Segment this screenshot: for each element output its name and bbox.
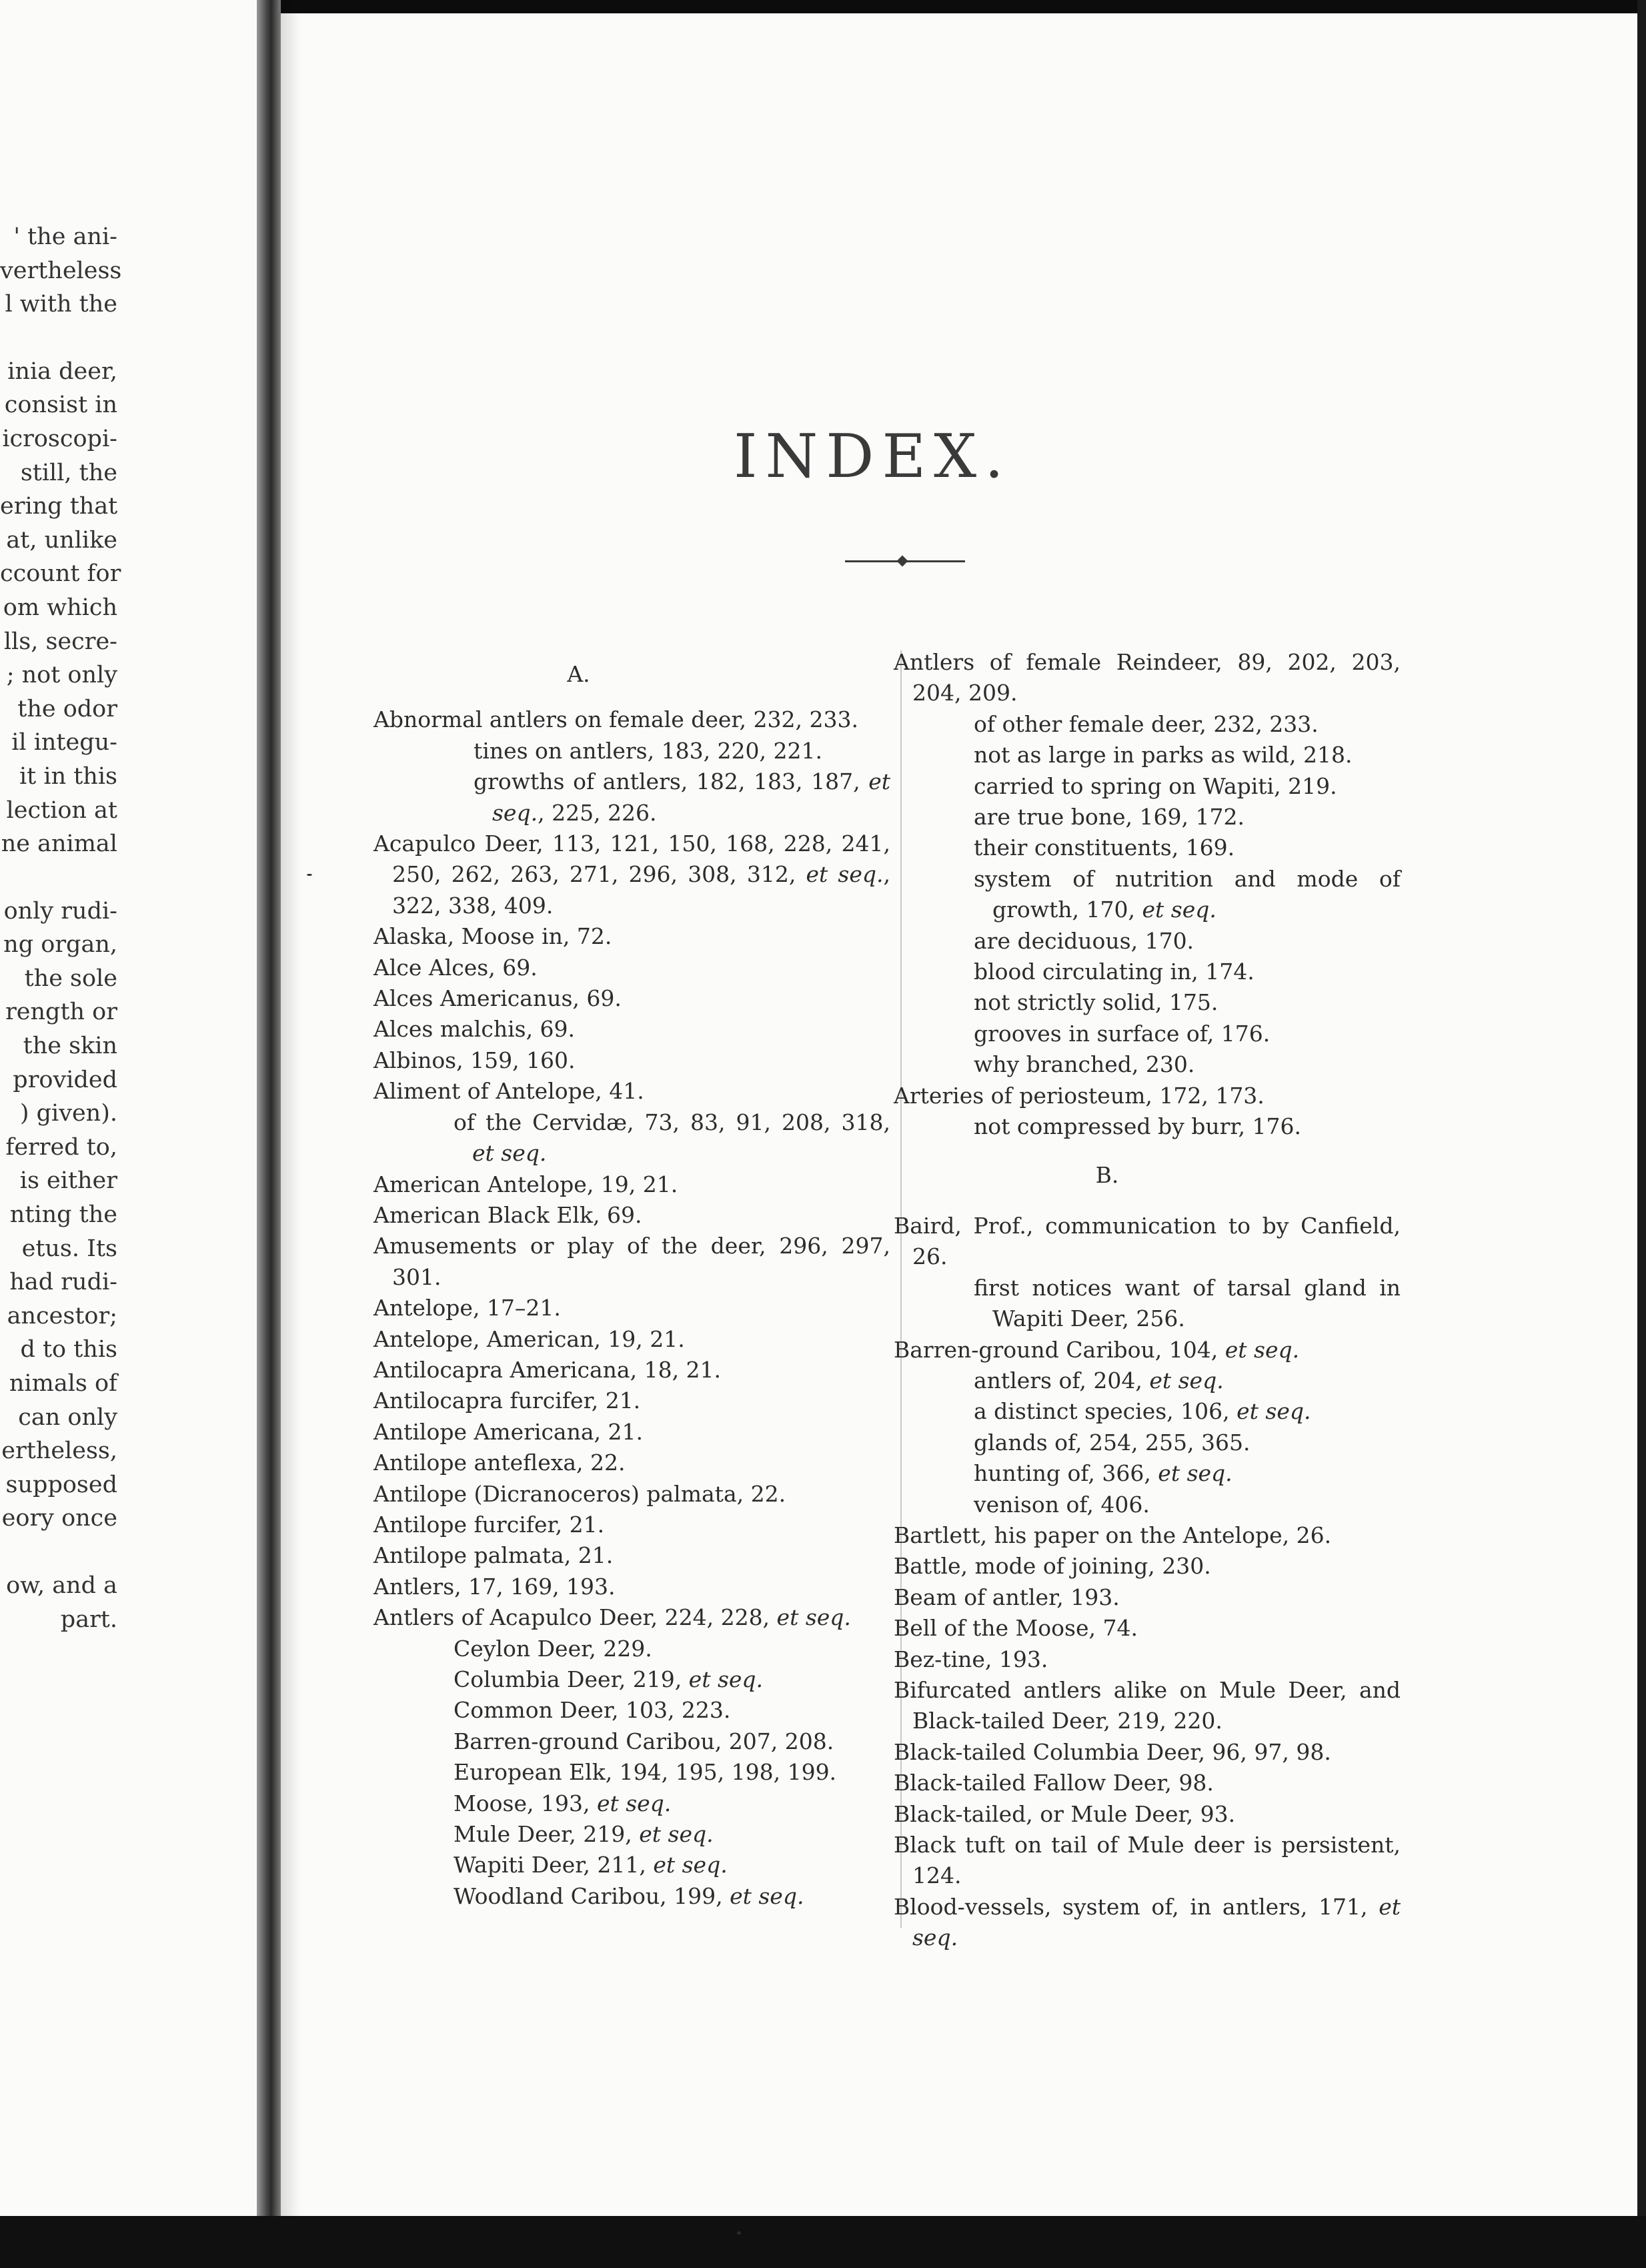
index-entry: Bez-tine, 193. bbox=[894, 1646, 1048, 1672]
index-entry: Barren-ground Caribou, 207, 208. bbox=[454, 1728, 834, 1754]
index-entry: of other female deer, 232, 233. bbox=[974, 710, 1319, 737]
fragment-line: it in this bbox=[19, 762, 117, 790]
fragment-gap bbox=[0, 1536, 117, 1569]
scan-top-border bbox=[267, 0, 1646, 13]
index-entry: Barren-ground Caribou, 104, et seq. bbox=[894, 1336, 1300, 1363]
index-entry: Antilope (Dicranoceros) palmata, 22. bbox=[373, 1480, 786, 1507]
title-ornament bbox=[897, 556, 908, 567]
fragment-line: ) given). bbox=[19, 1100, 117, 1127]
index-entry: not as large in parks as wild, 218. bbox=[974, 742, 1353, 768]
index-entry: grooves in surface of, 176. bbox=[974, 1020, 1271, 1047]
fragment-line: ccount for bbox=[0, 560, 121, 588]
fragment-line: ng organ, bbox=[3, 931, 117, 959]
index-entry: American Antelope, 19, 21. bbox=[373, 1171, 678, 1197]
fragment-line: il integu- bbox=[11, 729, 117, 756]
index-entry: Wapiti Deer, 211, et seq. bbox=[454, 1852, 728, 1878]
fragment-line: can only bbox=[18, 1403, 117, 1431]
fragment-line: lection at bbox=[6, 796, 117, 824]
index-entry: a distinct species, 106, et seq. bbox=[974, 1398, 1311, 1425]
index-entry: Black-tailed Fallow Deer, 98. bbox=[894, 1770, 1214, 1796]
fragment-line: ancestor; bbox=[7, 1302, 117, 1329]
index-entry: Arteries of periosteum, 172, 173. bbox=[894, 1082, 1265, 1109]
page-title: INDEX. bbox=[734, 422, 1012, 492]
index-entry: Alces malchis, 69. bbox=[373, 1016, 576, 1043]
index-column-right bbox=[894, 647, 1401, 1954]
index-entry: Antelope, 17–21. bbox=[373, 1295, 561, 1321]
index-entry: Battle, mode of joining, 230. bbox=[894, 1553, 1211, 1580]
fragment-line: ne animal bbox=[1, 830, 117, 858]
index-entry: blood circulating in, 174. bbox=[974, 959, 1255, 985]
index-entry: Antilope anteflexa, 22. bbox=[373, 1450, 626, 1476]
index-entry: Aliment of Antelope, 41. bbox=[373, 1078, 644, 1105]
fragment-line: ow, and a bbox=[6, 1572, 117, 1599]
fragment-line: the skin bbox=[23, 1033, 117, 1060]
fragment-line: provided bbox=[13, 1066, 117, 1093]
fragment-line: still, the bbox=[20, 459, 117, 486]
index-entry: hunting of, 366, et seq. bbox=[974, 1460, 1232, 1487]
index-entry: Bartlett, his paper on the Antelope, 26. bbox=[894, 1522, 1332, 1548]
fragment-line: inia deer, bbox=[7, 358, 117, 385]
index-entry: Antilope palmata, 21. bbox=[373, 1542, 614, 1569]
index-entries-a-continued bbox=[894, 647, 1401, 1143]
fragment-line: the odor bbox=[17, 695, 117, 722]
index-entry: are deciduous, 170. bbox=[974, 927, 1194, 954]
scan-speck bbox=[737, 2231, 741, 2235]
index-entry: of the Cervidæ, 73, 83, 91, 208, 318, et seq. bbox=[454, 1109, 890, 1167]
index-entry: carried to spring on Wapiti, 219. bbox=[974, 772, 1337, 799]
index-entry: Woodland Caribou, 199, et seq. bbox=[454, 1882, 804, 1909]
index-entry: their constituents, 169. bbox=[974, 834, 1235, 861]
index-entry: American Black Elk, 69. bbox=[373, 1201, 642, 1228]
fragment-line: nimals of bbox=[9, 1370, 117, 1397]
index-entry: antlers of, 204, et seq. bbox=[974, 1367, 1224, 1393]
index-entry: Columbia Deer, 219, et seq. bbox=[454, 1666, 764, 1692]
fragment-line: supposed bbox=[5, 1471, 117, 1498]
gutter-shadow bbox=[281, 0, 301, 2221]
index-entry: Alces Americanus, 69. bbox=[373, 985, 622, 1012]
index-entry: Black-tailed Columbia Deer, 96, 97, 98. bbox=[894, 1738, 1331, 1765]
index-entry: Blood-vessels, system of, in antlers, 171, et seq. bbox=[894, 1893, 1401, 1951]
section-letter-a: A. bbox=[567, 661, 590, 687]
index-entry: Albinos, 159, 160. bbox=[373, 1047, 576, 1073]
index-entry: Black-tailed, or Mule Deer, 93. bbox=[894, 1800, 1236, 1827]
index-entry: Moose, 193, et seq. bbox=[454, 1790, 672, 1816]
index-entry: why branched, 230. bbox=[974, 1051, 1195, 1078]
fragment-line: ferred to, bbox=[5, 1133, 117, 1161]
index-entry: glands of, 254, 255, 365. bbox=[974, 1429, 1251, 1456]
index-entry: Antilocapra Americana, 18, 21. bbox=[373, 1356, 722, 1383]
scan-bottom-border bbox=[0, 2216, 1646, 2268]
index-entry: system of nutrition and mode of growth, 170, et seq. bbox=[974, 865, 1401, 923]
index-entry: Mule Deer, 219, et seq. bbox=[454, 1821, 714, 1848]
index-entry: Acapulco Deer, 113, 121, 150, 168, 228, 241, 250, 262, 263, 271, 296, 308, 312, et seq., 322, 338, 409. bbox=[373, 830, 890, 919]
index-entry: Black tuft on tail of Mule deer is persistent, 124. bbox=[894, 1832, 1401, 1889]
fragment-line: rength or bbox=[5, 999, 117, 1026]
fragment-line: at, unlike bbox=[6, 526, 117, 554]
section-letter-b: B. bbox=[1095, 1161, 1119, 1188]
fragment-gap bbox=[0, 861, 117, 895]
index-entry: Bell of the Moose, 74. bbox=[894, 1615, 1138, 1642]
fragment-line: part. bbox=[60, 1606, 117, 1633]
fragment-line: had rudi- bbox=[9, 1269, 117, 1296]
index-entry: not strictly solid, 175. bbox=[974, 989, 1218, 1016]
index-entry: not compressed by burr, 176. bbox=[974, 1113, 1301, 1140]
fragment-line: ertheless, bbox=[1, 1438, 117, 1465]
index-entry: Antilocapra furcifer, 21. bbox=[373, 1387, 641, 1414]
scan-speck bbox=[307, 874, 312, 876]
index-entry: Abnormal antlers on female deer, 232, 233. bbox=[373, 706, 858, 733]
index-entry: Antlers, 17, 169, 193. bbox=[373, 1573, 616, 1600]
index-entry: Ceylon Deer, 229. bbox=[454, 1635, 652, 1662]
index-entry: first notices want of tarsal gland in Wapiti Deer, 256. bbox=[974, 1274, 1401, 1332]
fragment-line: om which bbox=[3, 594, 117, 621]
index-entry: are true bone, 169, 172. bbox=[974, 804, 1245, 830]
index-entry: venison of, 406. bbox=[974, 1491, 1150, 1518]
fragment-line: nting the bbox=[9, 1201, 117, 1229]
index-entry: Alce Alces, 69. bbox=[373, 954, 538, 981]
fragment-line: etus. Its bbox=[21, 1235, 117, 1262]
index-entry: Amusements or play of the deer, 296, 297, 301. bbox=[373, 1233, 890, 1290]
fragment-line: icroscopi- bbox=[2, 425, 117, 452]
fragment-line: ering that bbox=[0, 493, 118, 520]
index-entry: Antilope furcifer, 21. bbox=[373, 1511, 605, 1538]
index-entry: Beam of antler, 193. bbox=[894, 1584, 1120, 1610]
fragment-line: ' the ani- bbox=[13, 223, 117, 250]
index-entries-a bbox=[373, 704, 890, 1912]
fragment-gap bbox=[0, 322, 117, 355]
index-entry: Baird, Prof., communication to by Canfield, 26. bbox=[894, 1212, 1401, 1270]
index-entry: tines on antlers, 183, 220, 221. bbox=[474, 737, 823, 764]
index-entry: Common Deer, 103, 223. bbox=[454, 1697, 731, 1724]
fragment-line: consist in bbox=[4, 392, 117, 419]
fragment-line: eory once bbox=[1, 1505, 117, 1532]
index-entry: Antilope Americana, 21. bbox=[373, 1418, 643, 1445]
index-entry: growths of antlers, 182, 183, 187, et seq., 225, 226. bbox=[474, 768, 890, 826]
fragment-line: is either bbox=[19, 1167, 117, 1195]
scan-right-border bbox=[1637, 0, 1646, 2221]
index-entry: Antlers of Acapulco Deer, 224, 228, et seq. bbox=[373, 1604, 851, 1631]
index-entry: Antlers of female Reindeer, 89, 202, 203, 204, 209. bbox=[894, 649, 1401, 706]
index-entry: Bifurcated antlers alike on Mule Deer, and Black-tailed Deer, 219, 220. bbox=[894, 1677, 1401, 1734]
index-entry: European Elk, 194, 195, 198, 199. bbox=[454, 1759, 837, 1786]
facing-page-fragment bbox=[0, 220, 122, 1636]
book-gutter bbox=[257, 0, 281, 2221]
fragment-line: ; not only bbox=[6, 662, 117, 689]
fragment-line: vertheless bbox=[0, 257, 122, 284]
fragment-line: l with the bbox=[5, 291, 117, 318]
index-column-left bbox=[373, 655, 890, 1912]
index-entry: Alaska, Moose in, 72. bbox=[373, 923, 612, 950]
fragment-line: only rudi- bbox=[3, 897, 117, 925]
fragment-line: lls, secre- bbox=[3, 628, 117, 655]
fragment-line: d to this bbox=[20, 1336, 117, 1363]
index-entry: Antelope, American, 19, 21. bbox=[373, 1325, 685, 1352]
fragment-line: the sole bbox=[24, 965, 117, 992]
index-entries-b bbox=[894, 1211, 1401, 1954]
